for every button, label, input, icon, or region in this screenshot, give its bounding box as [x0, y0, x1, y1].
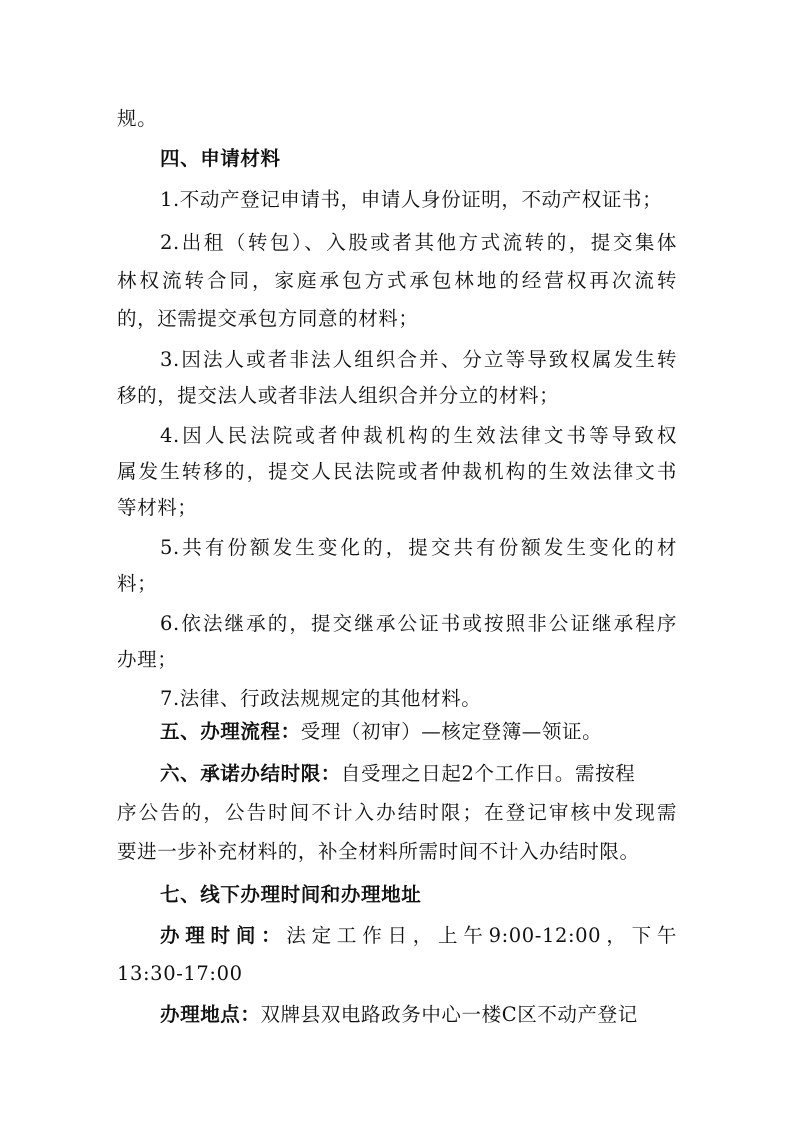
section-heading-offline: 七、线下办理时间和办理地址 — [160, 883, 422, 906]
time-limit-line-1 — [160, 760, 677, 788]
text-line: 规。 — [117, 107, 158, 130]
time-limit-line-3: 要进一步补充材料的，补全材料所需时间不计入办结时限。 — [117, 840, 640, 863]
time-limit-text: 自受理之日起2个工作日。需按程 — [340, 762, 636, 785]
material-item-4-line-3: 等材料； — [117, 496, 198, 519]
material-item-5-line-1: 5.共有份额发生变化的，提交共有份额发生变化的材 — [160, 536, 677, 559]
material-item-6-line-2: 办理； — [117, 648, 178, 671]
material-item-3-line-1: 3.因法人或者非法人组织合并、分立等导致权属发生转 — [160, 348, 677, 371]
section-heading-materials: 四、申请材料 — [160, 147, 281, 170]
material-item-4-line-1: 4.因人民法院或者仲裁机构的生效法律文书等导致权 — [160, 424, 677, 447]
office-hours-text: 法定工作日，上午9:00-12:00，下午 — [286, 924, 677, 947]
process-text: 受理（初审）—核定登簿—领证。 — [300, 720, 603, 743]
office-hours-label: 办理时间： — [160, 924, 287, 947]
material-item-3-line-2: 移的，提交法人或者非法人组织合并分立的材料； — [117, 384, 560, 407]
time-limit-line-2: 序公告的，公告时间不计入办结时限；在登记审核中发现需 — [117, 801, 677, 824]
process-line — [160, 718, 677, 746]
material-item-2-line-3: 的，还需提交承包方同意的材料； — [117, 307, 419, 330]
time-limit-label: 六、承诺办结时限： — [160, 762, 341, 785]
material-item-5-line-2: 料； — [117, 572, 158, 595]
office-address-line — [160, 1001, 677, 1029]
material-item-4-line-2: 属发生转移的，提交人民法院或者仲裁机构的生效法律文书 — [117, 460, 677, 483]
office-address-text: 双牌县双电路政务中心一楼C区不动产登记 — [260, 1003, 638, 1026]
material-item-2-line-2: 林权流转合同，家庭承包方式承包林地的经营权再次流转 — [117, 269, 677, 292]
process-label: 五、办理流程： — [160, 720, 301, 743]
office-address-label: 办理地点： — [160, 1003, 261, 1026]
material-item-6-line-1: 6.依法继承的，提交继承公证书或按照非公证继承程序 — [160, 612, 677, 635]
material-item-2-line-1: 2.出租（转包）、入股或者其他方式流转的，提交集体 — [160, 231, 677, 254]
material-item-1: 1.不动产登记申请书，申请人身份证明，不动产权证书； — [160, 188, 663, 211]
material-item-7: 7.法律、行政法规规定的其他材料。 — [160, 687, 482, 710]
office-hours-line-1 — [160, 922, 677, 950]
office-hours-line-2: 13:30-17:00 — [117, 962, 243, 985]
